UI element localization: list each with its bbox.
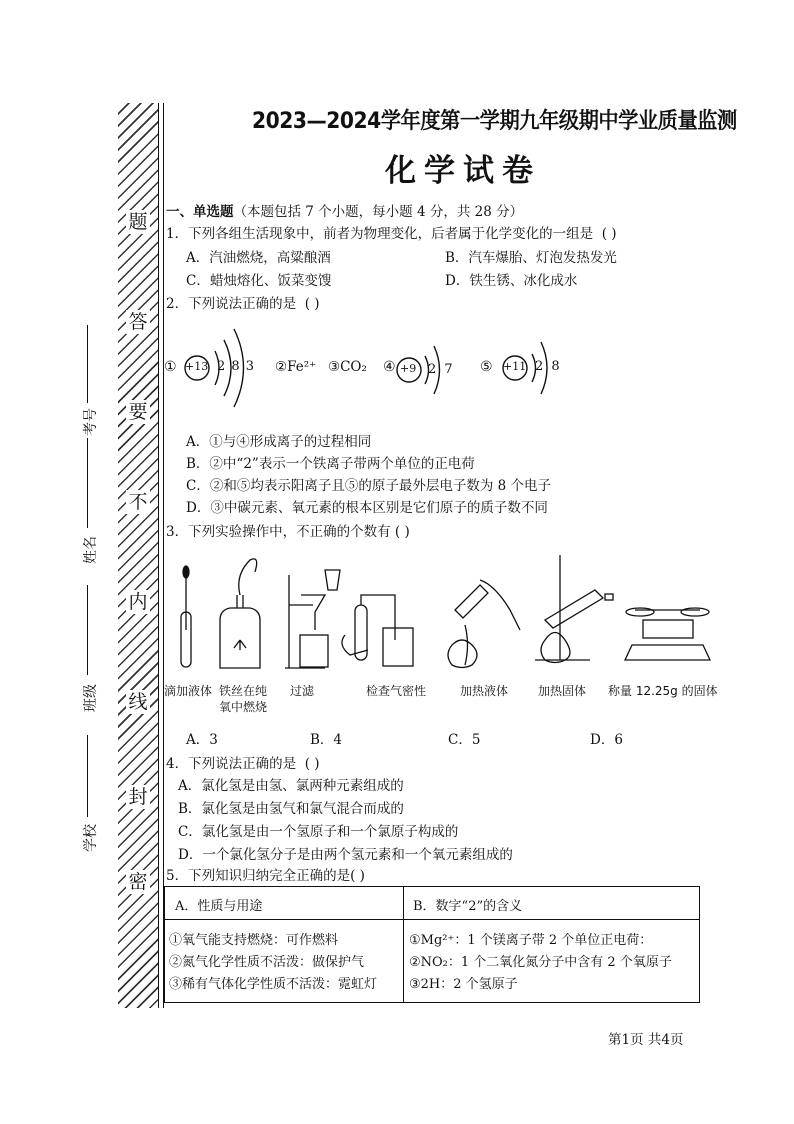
exam-subtitle: 化学试卷 — [385, 153, 541, 189]
answer-blank[interactable]: ( ) — [350, 868, 365, 884]
field-class[interactable] — [60, 684, 120, 712]
table-cell: ①Mg²⁺：1 个镁离子带 2 个单位正电荷： — [409, 933, 653, 948]
field-exam-number[interactable] — [60, 408, 120, 436]
field-line — [87, 325, 88, 403]
q2-option-b: B．②中“2”表示一个铁离子带两个单位的正电荷 — [186, 456, 475, 472]
field-line — [87, 438, 88, 528]
knowledge-table — [164, 886, 700, 1003]
field-name[interactable] — [60, 536, 120, 564]
field-label: 班级 — [83, 684, 99, 712]
atom-4-mark: ④ — [383, 359, 396, 375]
page-number: 第1页 共4页 — [608, 1032, 684, 1048]
seal-char: 题 — [126, 210, 150, 234]
seal-char: 答 — [126, 310, 150, 334]
q3-option-b: B．4 — [310, 732, 343, 748]
table-divider — [403, 887, 404, 1002]
q4-option-b: B．氯化氢是由氢气和氯气混合而成的 — [178, 801, 404, 817]
exam-title: 2023—2024学年度第一学期九年级期中学业质量监测 — [252, 109, 737, 134]
answer-blank[interactable]: ( ) — [394, 524, 410, 540]
atom-5-mark: ⑤ — [480, 359, 493, 375]
ion-fe: ②Fe²⁺ — [275, 359, 317, 375]
answer-blank[interactable]: ( ) — [304, 756, 320, 772]
field-line — [87, 585, 88, 675]
field-label: 考号 — [83, 408, 99, 436]
atom-4-nucleus: +9 — [400, 362, 417, 375]
figure-label: 加热固体 — [538, 684, 587, 698]
atom-1-nucleus: +13 — [185, 360, 209, 373]
atom-1-shells: 2 8 3 — [217, 359, 256, 374]
atom-5-shells: 2 8 — [535, 359, 562, 374]
figure-label: 称量 12.25g 的固体 — [608, 684, 718, 698]
q3-option-d: D．6 — [590, 732, 623, 748]
q1-option-d: D．铁生锈、冰化成水 — [445, 273, 578, 289]
question-2-stem: 2．下列说法正确的是 ( ) — [166, 296, 320, 312]
seal-char: 密 — [126, 870, 150, 894]
seal-char: 要 — [126, 400, 150, 424]
table-header-b: B．数字“2”的含义 — [413, 899, 523, 914]
seal-char: 线 — [126, 690, 150, 714]
table-cell: ②氮气化学性质不活泼：做保护气 — [169, 955, 365, 970]
figure-label: 氧中燃烧 — [219, 700, 268, 714]
seal-char: 不 — [126, 490, 150, 514]
question-5-stem: 5．下列知识归纳完全正确的是( ) — [166, 868, 365, 884]
figure-label: 滴加液体 — [164, 684, 213, 698]
seal-char: 内 — [126, 590, 150, 614]
figure-label: 过滤 — [290, 684, 315, 698]
answer-blank[interactable]: ( ) — [304, 296, 320, 312]
table-cell: ③2H：2 个氢原子 — [409, 977, 518, 992]
question-4-stem: 4．下列说法正确的是 ( ) — [166, 756, 320, 772]
atom-1-mark: ① — [164, 359, 177, 375]
atom-5-nucleus: +11 — [503, 360, 527, 373]
q4-option-d: D．一个氯化氢分子是由两个氢元素和一个氧元素组成的 — [178, 847, 513, 863]
field-label: 学校 — [83, 824, 99, 852]
field-label: 姓名 — [83, 536, 99, 564]
answer-blank[interactable]: ( ) — [601, 226, 617, 242]
q3-option-c: C．5 — [448, 732, 481, 748]
q1-option-a: A．汽油燃烧，高粱酿酒 — [186, 250, 331, 266]
q1-option-c: C．蜡烛熔化、饭菜变馊 — [186, 273, 332, 289]
q4-option-a: A．氯化氢是由氢、氯两种元素组成的 — [178, 778, 404, 794]
figure-label: 检查气密性 — [366, 684, 427, 698]
table-cell: ②NO₂：1 个二氧化氮分子中含有 2 个氧原子 — [409, 955, 672, 970]
lab-operations-figure — [165, 550, 710, 680]
q4-option-c: C．氯化氢是由一个氢原子和一个氯原子构成的 — [178, 824, 459, 840]
q2-option-c: C．②和⑤均表示阳离子且⑤的原子最外层电子数为 8 个电子 — [186, 478, 552, 494]
molecule-co2: ③CO₂ — [328, 359, 367, 375]
table-cell: ①氧气能支持燃烧：可作燃料 — [169, 933, 339, 948]
table-divider — [165, 919, 699, 920]
field-line — [87, 735, 88, 817]
binding-line — [163, 103, 164, 1008]
field-school[interactable] — [60, 824, 120, 852]
q2-option-d: D．③中碳元素、氧元素的根本区别是它们原子的质子数不同 — [186, 500, 548, 516]
q2-option-a: A．①与④形成离子的过程相同 — [186, 434, 372, 450]
question-1-stem: 1．下列各组生活现象中，前者为物理变化，后者属于化学变化的一组是 ( ) — [166, 226, 617, 242]
table-cell: ③稀有气体化学性质不活泼：霓虹灯 — [169, 977, 378, 992]
figure-label: 加热液体 — [460, 684, 509, 698]
figure-label: 铁丝在纯 — [219, 684, 268, 698]
table-header-a: A．性质与用途 — [175, 899, 263, 914]
q3-option-a: A．3 — [186, 732, 218, 748]
question-3-stem: 3．下列实验操作中，不正确的个数有 ( ) — [166, 524, 410, 540]
q1-option-b: B．汽车爆胎、灯泡发热发光 — [445, 250, 617, 266]
section-heading: 一、单选题（本题包括 7 个小题，每小题 4 分，共 28 分） — [166, 204, 524, 220]
atom-4-shells: 2 7 — [428, 362, 455, 377]
seal-char: 封 — [126, 785, 150, 809]
